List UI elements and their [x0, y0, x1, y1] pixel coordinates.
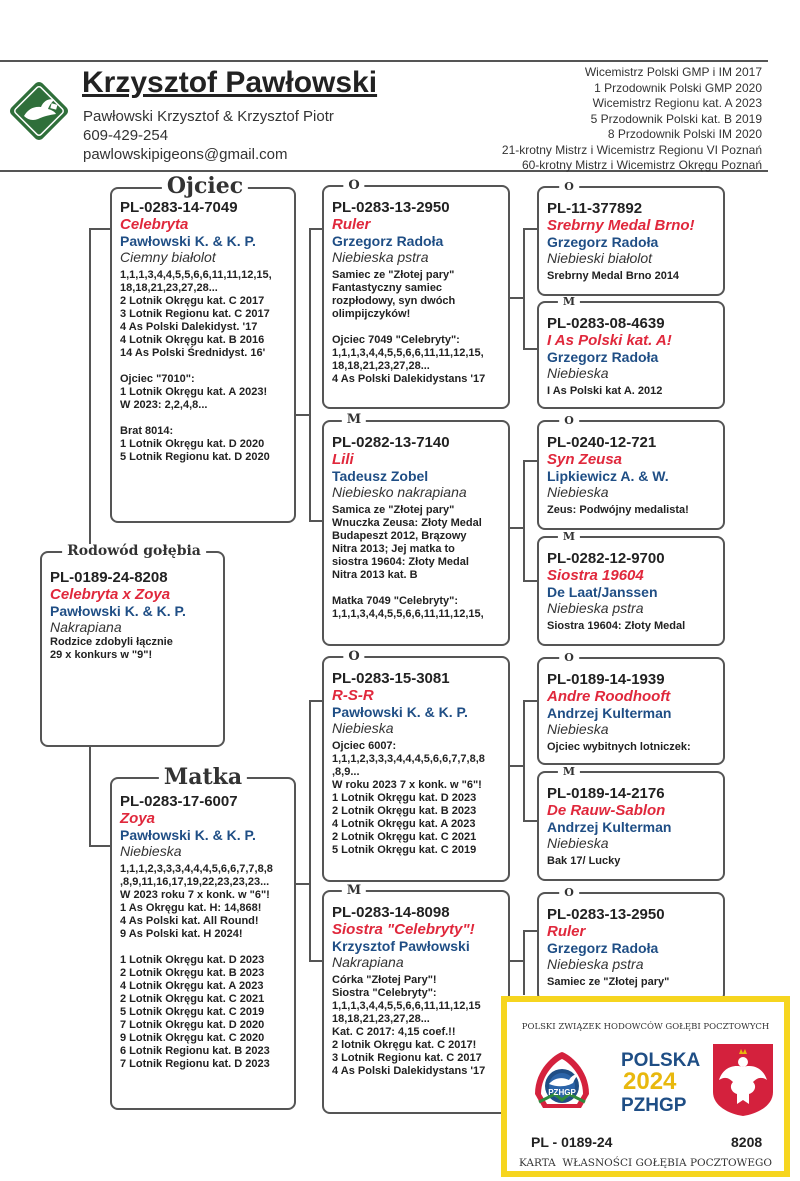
connector-line	[523, 460, 537, 462]
pigeon-color: Niebieska pstra	[547, 600, 644, 616]
connector-line	[509, 297, 523, 299]
connector-line	[309, 228, 311, 520]
ring-number: PL-0282-12-9700	[547, 550, 665, 567]
connector-line	[309, 228, 323, 230]
dam-label: M	[342, 884, 366, 897]
breeder-phone: 609-429-254	[83, 127, 169, 144]
card-org: POLSKI ZWIĄZEK HODOWCÓW GOŁĘBI POCZTOWYCH	[521, 1022, 770, 1032]
pigeon-color: Niebieska	[120, 843, 182, 859]
pigeon-color: Ciemny białolot	[120, 249, 216, 265]
pigeon-breeder: Grzegorz Radoła	[547, 349, 659, 365]
breeder-logo	[4, 76, 74, 146]
pigeon-name: Andre Roodhooft	[547, 688, 671, 705]
pigeon-notes: Srebrny Medal Brno 2014	[547, 270, 680, 282]
pigeon-card-great-grandparent[interactable]	[537, 536, 725, 646]
card-footer: KARTA WŁASNOŚCI GOŁĘBIA POCZTOWEGO	[518, 1157, 773, 1169]
ring-number: PL-0240-12-721	[547, 434, 657, 451]
pigeon-notes: Samiec ze "Złotej pary" Fantastyczny samiec rozpłodowy, syn dwóch olimpijczyków! Ojciec 7049 "Celebryty": 1,1,1,3,4,4,5,5,6,6,11,11,12,15, 18,18,21,23,27,28... 4 As Polski Dalekidystans '17	[332, 269, 486, 385]
title-line: 1 Przodownik Polski GMP 2020	[594, 80, 762, 95]
pzhgp-emblem-icon	[525, 1044, 599, 1118]
connector-line	[309, 700, 323, 702]
ring-number: PL-0283-13-2950	[332, 199, 450, 216]
sire-label: O	[559, 181, 579, 192]
pigeon-card-great-grandparent[interactable]	[537, 657, 725, 765]
ring-number: PL-0283-14-7049	[120, 199, 238, 216]
pigeon-breeder: Lipkiewicz A. & W.	[547, 468, 669, 484]
breeder-email: pawlowskipigeons@gmail.com	[83, 146, 288, 163]
pigeon-color: Niebieska	[547, 835, 609, 851]
connector-line	[523, 930, 537, 932]
pigeon-card-grandfather-maternal[interactable]	[322, 656, 510, 882]
pigeon-breeder: Pawłowski K. & K. P.	[50, 603, 186, 619]
sire-label: O	[559, 887, 579, 898]
pigeon-color: Niebieski białolot	[547, 250, 653, 266]
pigeon-name: Ruler	[332, 216, 371, 233]
pigeon-notes: Samica ze "Złotej pary" Wnuczka Zeusa: Złoty Medal Budapeszt 2012, Brązowy Nitra 2013; Jej matka to siostra 19604: Złoty Medal Nitra 2013 kat. B Matka 7049 "Celebryty": 1,1,1,3,4,4,5,5,6,6,11,11,12,15,	[332, 504, 484, 620]
connector-line	[523, 700, 537, 702]
card-year: 2024	[623, 1068, 677, 1095]
pigeon-notes: Rodzice zdobyli łącznie 29 x konkurs w "9"!	[50, 636, 173, 661]
subject-label: Rodowód gołębia	[62, 544, 206, 558]
connector-line	[509, 527, 523, 529]
title-line: 5 Przodownik Polski kat. B 2019	[590, 111, 762, 126]
dam-label: M	[342, 413, 366, 426]
pigeon-notes: Siostra 19604: Złoty Medal	[547, 620, 686, 632]
pigeon-name: Zoya	[120, 810, 156, 827]
pigeon-breeder: Pawłowski K. & K. P.	[332, 704, 468, 720]
pigeon-card-grandfather-paternal[interactable]	[322, 185, 510, 409]
ring-number: PL-0283-14-8098	[332, 904, 450, 921]
pigeon-breeder: Grzegorz Radoła	[332, 233, 444, 249]
pigeon-notes: Zeus: Podwójny medalista!	[547, 504, 689, 516]
pigeon-name: I As Polski kat. A!	[547, 332, 672, 349]
pigeon-color: Niebieska pstra	[547, 956, 644, 972]
dam-label: M	[558, 766, 580, 777]
pigeon-breeder: Andrzej Kulterman	[547, 819, 672, 835]
ring-number: PL-0283-15-3081	[332, 670, 450, 687]
breeder-titles	[502, 65, 762, 174]
connector-line	[523, 820, 537, 822]
white-eagle-icon	[711, 1042, 775, 1118]
card-polska: POLSKA	[621, 1050, 701, 1071]
pigeon-color: Nakrapiana	[50, 619, 122, 635]
dam-label: M	[558, 531, 580, 542]
ring-number: PL-0283-17-6007	[120, 793, 238, 810]
card-ring-prefix: PL - 0189-24	[531, 1134, 613, 1150]
pigeon-name: R-S-R	[332, 687, 374, 704]
pigeon-color: Niebiesko nakrapiana	[332, 484, 467, 500]
title-line: Wicemistrz Regionu kat. A 2023	[592, 96, 762, 110]
title-line: 21-krotny Mistrz i Wicemistrz Regionu VI Poznań	[501, 142, 762, 157]
sire-label: O	[559, 652, 579, 663]
pigeon-card-great-grandparent[interactable]	[537, 186, 725, 296]
ring-number: PL-0282-13-7140	[332, 434, 450, 451]
sire-label: O	[343, 650, 364, 663]
pigeon-name: Lili	[332, 451, 354, 468]
pigeon-breeder: Tadeusz Zobel	[332, 468, 429, 484]
ring-number: PL-0189-14-1939	[547, 671, 665, 688]
dove-logo-icon	[4, 76, 74, 146]
pigeon-notes: Ojciec 6007: 1,1,1,2,3,3,3,4,4,4,5,6,6,7,7,8,8 ,8,9... W roku 2023 7 x konk. w "6"! 1 Lotnik Okręgu kat. D 2023 2 Lotnik Okręgu kat. B 2023 4 Lotnik Okręgu kat. A 2023 2 Lotnik Okręgu kat. C 2021 5 Lotnik Okręgu kat. C 2019	[332, 740, 485, 856]
pigeon-card-father[interactable]	[110, 187, 296, 523]
polish-eagle-emblem	[711, 1042, 775, 1118]
connector-line	[523, 580, 537, 582]
connector-line	[523, 460, 525, 580]
pigeon-name: Srebrny Medal Brno!	[547, 217, 695, 234]
pigeon-card-great-grandparent[interactable]	[537, 771, 725, 881]
ownership-card-inner	[507, 1002, 784, 1171]
connector-line	[309, 960, 323, 962]
pigeon-color: Nakrapiana	[332, 954, 404, 970]
pigeon-name: De Rauw-Sablon	[547, 802, 666, 819]
pigeon-notes: 1,1,1,2,3,3,3,4,4,4,5,6,6,7,7,8,8 ,8,9,11,16,17,19,22,23,23,23... W 2023 roku 7 x konk. w "6"! 1 As Okręgu kat. H: 14,868! 4 As Polski kat. All Round! 9 As Polski kat. H 2024! 1 Lotnik Okręgu kat. D 2023 2 Lotnik Okręgu kat. B 2023 4 Lotnik Okręgu kat. A 2023 2 Lotnik Okręgu kat. C 2021 5 Lotnik Okręgu kat. C 2019 7 Lotnik Okręgu kat. D 2020 9 Lotnik Okręgu kat. C 2020 6 Lotnik Regionu kat. B 2023 7 Lotnik Regionu kat. D 2023	[120, 863, 273, 1070]
father-label: Ojciec	[162, 175, 248, 197]
connector-line	[509, 765, 523, 767]
pigeon-breeder: De Laat/Janssen	[547, 584, 658, 600]
title-line: 8 Przodownik Polski IM 2020	[607, 127, 762, 141]
connector-line	[309, 520, 323, 522]
pigeon-breeder: Krzysztof Pawłowski	[332, 938, 470, 954]
connector-line	[89, 845, 111, 847]
ring-number: PL-0283-13-2950	[547, 906, 665, 923]
pigeon-color: Niebieska	[547, 484, 609, 500]
dam-label: M	[558, 296, 580, 307]
pigeon-card-great-grandparent[interactable]	[537, 301, 725, 409]
sire-label: O	[559, 415, 579, 426]
connector-line	[523, 228, 537, 230]
connector-line	[89, 228, 111, 230]
connector-line	[89, 745, 91, 845]
pzhgp-logo-text: PZHGP	[548, 1088, 576, 1097]
connector-line	[295, 883, 309, 885]
breeder-subtitle: Pawłowski Krzysztof & Krzysztof Piotr	[83, 108, 334, 125]
pigeon-card-grandmother-maternal[interactable]	[322, 890, 510, 1114]
title-line: 60-krotny Mistrz i Wicemistrz Okręgu Poznań	[521, 158, 762, 172]
pigeon-name: Celebryta	[120, 216, 189, 233]
connector-line	[523, 348, 537, 350]
pigeon-notes: Córka "Złotej Pary"! Siostra "Celebryty": 1,1,1,3,4,4,5,5,6,6,11,11,12,15 18,18,21,23,27,28... Kat. C 2017: 4,15 coef.!! 2 lotnik Okręgu kat. C 2017! 3 Lotnik Regionu kat. C 2017 4 As Polski Dalekidystans '17	[332, 974, 486, 1077]
header-top-rule	[0, 60, 768, 62]
pigeon-card-grandmother-paternal[interactable]	[322, 420, 510, 646]
mother-label: Matka	[159, 766, 247, 788]
connector-line	[523, 930, 525, 995]
title-line: Wicemistrz Polski GMP i IM 2017	[584, 65, 762, 79]
pzhgp-logo	[525, 1044, 599, 1118]
pigeon-card-subject[interactable]	[40, 551, 225, 747]
pigeon-name: Celebryta x Zoya	[50, 586, 171, 603]
pigeon-breeder: Pawłowski K. & K. P.	[120, 233, 256, 249]
connector-line	[509, 960, 523, 962]
pigeon-breeder: Andrzej Kulterman	[547, 705, 672, 721]
pigeon-notes: I As Polski kat A. 2012	[547, 385, 663, 397]
pigeon-name: Ruler	[547, 923, 586, 940]
pigeon-name: Syn Zeusa	[547, 451, 623, 468]
pigeon-color: Niebieska	[547, 365, 609, 381]
ownership-card	[501, 996, 790, 1177]
pigeon-color: Niebieska pstra	[332, 249, 429, 265]
pigeon-card-mother[interactable]	[110, 777, 296, 1110]
pigeon-name: Siostra "Celebryty"!	[332, 921, 475, 938]
connector-line	[523, 700, 525, 820]
pigeon-name: Siostra 19604	[547, 567, 644, 584]
card-pzhgp: PZHGP	[621, 1095, 687, 1116]
pigeon-breeder: Grzegorz Radoła	[547, 234, 659, 250]
ring-number: PL-11-377892	[547, 200, 643, 217]
pigeon-notes: 1,1,1,3,4,4,5,5,6,6,11,11,12,15, 18,18,21,23,27,28... 2 Lotnik Okręgu kat. C 2017 3 Lotnik Regionu kat. C 2017 4 As Polski Dalekidyst. '17 4 Lotnik Okręgu kat. B 2016 14 As Polski Średnidyst. 16' Ojciec "7010": 1 Lotnik Okręgu kat. A 2023! W 2023: 2,2,4,8... Brat 8014: 1 Lotnik Okręgu kat. D 2020 5 Lotnik Regionu kat. D 2020	[120, 269, 272, 463]
pigeon-notes: Samiec ze "Złotej pary"	[547, 976, 670, 988]
pigeon-color: Niebieska	[332, 720, 394, 736]
pigeon-breeder: Grzegorz Radoła	[547, 940, 659, 956]
breeder-name: Krzysztof Pawłowski	[82, 66, 378, 99]
connector-line	[309, 700, 311, 960]
card-ring-number: 8208	[731, 1134, 763, 1150]
pigeon-card-great-grandparent[interactable]	[537, 892, 725, 1002]
pigeon-notes: Bak 17/ Lucky	[547, 855, 621, 867]
ring-number: PL-0189-14-2176	[547, 785, 665, 802]
ring-number: PL-0283-08-4639	[547, 315, 665, 332]
connector-line	[523, 228, 525, 348]
connector-line	[89, 228, 91, 548]
connector-line	[295, 414, 309, 416]
pigeon-notes: Ojciec wybitnych lotniczek:	[547, 741, 691, 753]
sire-label: O	[343, 179, 364, 192]
pigeon-breeder: Pawłowski K. & K. P.	[120, 827, 256, 843]
pigeon-color: Niebieska	[547, 721, 609, 737]
ring-number: PL-0189-24-8208	[50, 569, 168, 586]
pigeon-card-great-grandparent[interactable]	[537, 420, 725, 530]
